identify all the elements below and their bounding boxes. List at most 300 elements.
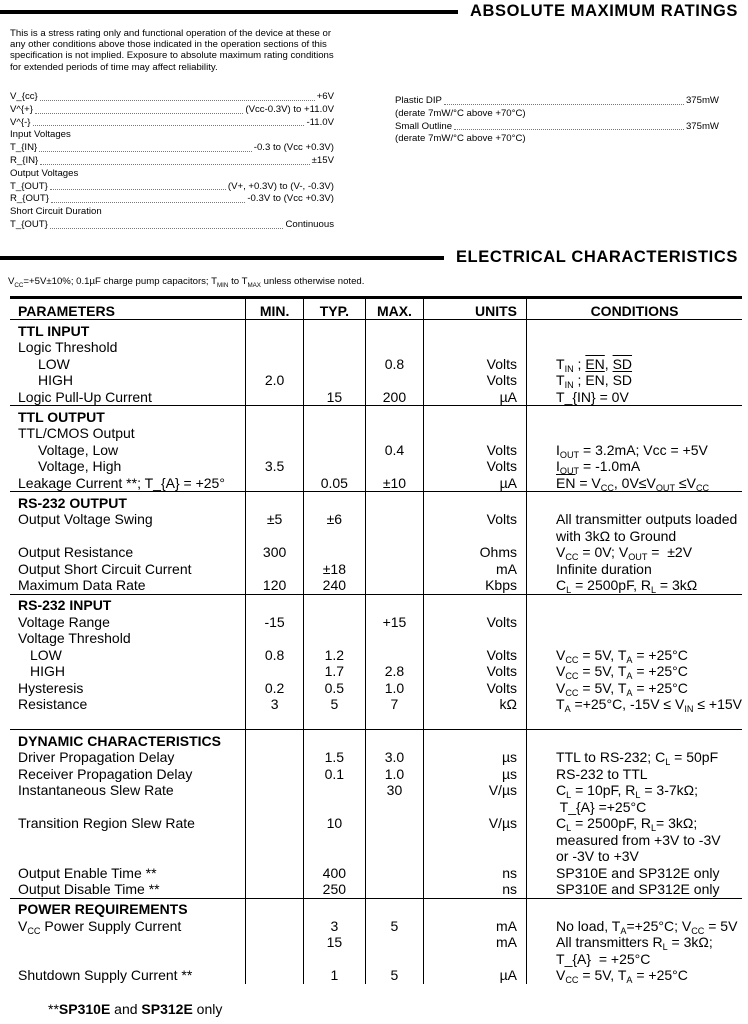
units: mA — [424, 561, 527, 578]
table-row — [10, 832, 742, 849]
units — [424, 713, 527, 730]
units: µA — [424, 475, 527, 492]
rating-item — [10, 142, 334, 155]
param-cell — [10, 951, 246, 968]
empty-cell — [424, 730, 527, 750]
conditions: $I_{OUT} = 3.2mA$; Vcc = +5V — [556, 441, 708, 460]
param-cell — [10, 967, 246, 984]
conditions: $C_L = 10pF$, $R_L = 3-7k\Omega$; — [556, 782, 699, 800]
conditions: $I_{OUT} = -1.0mA$ — [556, 458, 641, 476]
max-value: 0.8 — [365, 356, 424, 373]
overline-text: $\overline{EN}$ — [556, 474, 576, 491]
param-text: Output Voltage Swing — [18, 511, 153, 527]
min-value — [246, 561, 304, 578]
empty-cell — [304, 730, 365, 750]
param-cell — [10, 389, 246, 406]
typ-value: 1.2 — [304, 647, 365, 664]
table-row — [10, 782, 742, 799]
min-value — [246, 766, 304, 783]
rating-value: -0.3 to (Vcc +0.3V) — [253, 142, 334, 154]
empty-cell — [527, 492, 742, 512]
units: µs — [424, 766, 527, 783]
typ-value — [304, 848, 365, 865]
param-cell — [10, 577, 246, 594]
param-cell — [10, 713, 246, 730]
conditions: $T_A =+25^\circ C$, $-15V \le V_{IN} \le +15V$ — [556, 696, 742, 714]
rating-item — [10, 117, 334, 130]
conditions: SP310E and SP312E only — [556, 881, 720, 897]
abs-max-title: ABSOLUTE MAXIMUM RATINGS — [470, 2, 738, 20]
units: Volts — [424, 458, 527, 475]
param-cell — [10, 881, 246, 898]
typ-value: 240 — [304, 577, 365, 594]
typ-value — [304, 713, 365, 730]
typ-value: 0.5 — [304, 680, 365, 697]
typ-value — [304, 951, 365, 968]
units: µA — [424, 967, 527, 984]
empty-cell — [246, 320, 304, 340]
table-row — [10, 881, 742, 898]
abs-max-header — [0, 2, 738, 21]
max-value — [365, 848, 424, 865]
param-cell — [10, 680, 246, 697]
subscript: L — [662, 942, 668, 952]
param-text: Maximum Data Rate — [18, 577, 146, 593]
param-cell — [10, 442, 246, 459]
empty-cell — [246, 406, 304, 426]
param-text: Driver Propagation Delay — [18, 749, 175, 765]
typ-value — [304, 630, 365, 647]
conditions: T_{A} = +25°C — [556, 950, 651, 967]
table-row — [10, 647, 742, 664]
param-text: Voltage, High — [38, 458, 122, 474]
min-value — [246, 951, 304, 968]
conditions: Infinite duration — [556, 560, 652, 577]
max-value — [365, 528, 424, 545]
subscript: A — [626, 687, 633, 698]
units — [424, 951, 527, 968]
empty-cell — [424, 898, 527, 918]
min-value: 2.0 — [246, 372, 304, 389]
electrical-characteristics-table — [10, 296, 742, 984]
empty-cell — [527, 594, 742, 614]
subscript: CC — [600, 482, 614, 493]
rating-item — [10, 91, 334, 104]
rating-heading: Short Circuit Duration — [10, 206, 102, 218]
empty-cell — [424, 492, 527, 512]
conditions — [527, 425, 742, 442]
param-text: Output Disable Time ** — [18, 881, 160, 897]
conditions: SP310E and SP312E only — [556, 864, 720, 881]
min-value — [246, 865, 304, 882]
conditions: measured from +3V to -3V — [556, 831, 721, 848]
empty-cell — [304, 406, 365, 426]
empty-cell — [424, 594, 527, 614]
table-row — [10, 577, 742, 594]
conditions: $V_{CC} = 0V$; $V_{OUT} = \pm 2V$ — [556, 544, 693, 562]
param-cell — [10, 339, 246, 356]
max-value: 5 — [365, 918, 424, 935]
footnote-part: SP312E — [141, 1001, 193, 1017]
rating-value: 375mW — [685, 95, 719, 106]
max-value — [365, 561, 424, 578]
section-title-row — [10, 730, 742, 750]
max-value — [365, 832, 424, 849]
table-row — [10, 918, 742, 935]
abs-max-left-list — [10, 91, 334, 232]
rating-value: Continuous — [285, 218, 334, 230]
param-cell — [10, 425, 246, 442]
conditions: $C_L = 2500pF$, $R_L= 3k\Omega$; — [556, 815, 698, 833]
typ-value — [304, 782, 365, 799]
abs-max-right-list — [395, 95, 719, 146]
param-cell — [10, 832, 246, 849]
table-row — [10, 934, 742, 951]
param-text: Voltage Threshold — [18, 630, 131, 646]
units: Volts — [424, 356, 527, 373]
subscript: CC — [695, 482, 710, 493]
min-value: 300 — [246, 544, 304, 561]
empty-cell — [424, 320, 527, 340]
conditions: $T_{IN}$ ; $\overline{EN}$, $\overline{SD}$ — [556, 355, 633, 374]
rating-label: V_{cc} — [10, 91, 38, 102]
dot-leader — [39, 151, 252, 152]
units: kΩ — [424, 696, 527, 713]
param-text: LOW — [30, 646, 62, 663]
col-conditions: CONDITIONS — [527, 298, 742, 320]
max-value — [365, 511, 424, 528]
subscript: CC — [14, 282, 24, 289]
min-value — [246, 934, 304, 951]
overline-text: $\overline{EN}$ — [585, 372, 605, 388]
max-value — [365, 544, 424, 561]
conditions: $V_{CC} = 5V$, $T_A = +25^\circ C$ — [556, 967, 688, 985]
min-value — [246, 663, 304, 680]
conditions — [527, 339, 742, 356]
conditions: All transmitters $R_L = 3k\Omega$; — [556, 934, 713, 952]
test-conditions-note: $V_{CC}=+5V\pm 10\%$; 0.1µF charge pump capacitors; $T_{MIN}$ to $T_{MAX}$ unless otherwise noted. — [8, 276, 365, 289]
units: ns — [424, 865, 527, 882]
subscript: L — [665, 757, 671, 767]
max-value: 1.0 — [365, 680, 424, 697]
max-value: 200 — [365, 389, 424, 406]
units — [424, 832, 527, 849]
conditions: No load, $T_A=+25^\circ C$; $V_{CC} = 5V$ — [556, 917, 738, 936]
rating-item — [395, 95, 719, 108]
rating-value: ±15V — [311, 154, 334, 166]
max-value: ±10 — [365, 475, 424, 492]
typ-value — [304, 458, 365, 475]
min-value — [246, 881, 304, 898]
param-text: Instantaneous Slew Rate — [18, 782, 174, 798]
units: Kbps — [424, 577, 527, 594]
max-value — [365, 713, 424, 730]
section-title: DYNAMIC CHARACTERISTICS — [10, 730, 246, 750]
overline-text: $\overline{SD}$ — [612, 355, 633, 372]
empty-cell — [365, 898, 424, 918]
rating-label: Plastic DIP — [395, 95, 442, 106]
table-row — [10, 766, 742, 783]
footnote — [48, 1001, 222, 1017]
rating-item — [10, 219, 334, 232]
conditions: All transmitter outputs loaded — [556, 511, 738, 527]
param-text: HIGH — [38, 372, 73, 388]
max-value: 5 — [365, 967, 424, 984]
subscript: A — [626, 975, 633, 985]
max-value: 0.4 — [365, 442, 424, 459]
param-text: Receiver Propagation Delay — [18, 765, 193, 782]
section-title: TTL OUTPUT — [10, 406, 246, 426]
conditions: $V_{CC} = 5V$, $T_A = +25^\circ C$ — [556, 663, 688, 681]
rating-heading: (derate 7mW/°C above +70°C) — [395, 133, 526, 145]
param-cell — [10, 614, 246, 631]
rating-heading: (derate 7mW/°C above +70°C) — [395, 107, 526, 119]
min-value — [246, 815, 304, 832]
typ-value — [304, 372, 365, 389]
min-value: ±5 — [246, 511, 304, 528]
empty-cell — [246, 492, 304, 512]
param-cell — [10, 647, 246, 664]
min-value — [246, 389, 304, 406]
subscript: CC — [27, 925, 41, 936]
dot-leader — [33, 125, 305, 126]
rating-label: V^{+} — [10, 103, 33, 115]
min-value — [246, 713, 304, 730]
max-value — [365, 630, 424, 647]
max-value — [365, 458, 424, 475]
conditions: T_{IN} = 0V — [556, 388, 629, 405]
rating-item — [10, 104, 334, 117]
subscript: A — [620, 925, 627, 936]
dot-leader — [51, 202, 245, 203]
param-cell — [10, 561, 246, 578]
typ-value — [304, 799, 365, 816]
section-title-row — [10, 320, 742, 340]
min-value: 3 — [246, 696, 304, 713]
param-text: $V_{CC}$ Power Supply Current — [18, 917, 182, 936]
rating-label: Small Outline — [395, 120, 453, 132]
col-units: UNITS — [424, 298, 527, 320]
min-value: -15 — [246, 614, 304, 631]
typ-value: 15 — [304, 934, 365, 951]
rating-label: T_{OUT} — [10, 218, 48, 230]
max-value: 2.8 — [365, 663, 424, 680]
min-value — [246, 799, 304, 816]
empty-cell — [365, 320, 424, 340]
units — [424, 848, 527, 865]
typ-value: 3 — [304, 918, 365, 935]
max-value — [365, 951, 424, 968]
table-row — [10, 458, 742, 475]
empty-cell — [527, 730, 742, 750]
param-text: Output Enable Time ** — [18, 864, 157, 881]
table-row — [10, 848, 742, 865]
table-row — [10, 696, 742, 713]
min-value — [246, 749, 304, 766]
conditions — [527, 630, 742, 647]
typ-value: ±18 — [304, 561, 365, 578]
subscript: A — [626, 654, 633, 665]
rating-item — [10, 155, 334, 168]
empty-cell — [527, 406, 742, 426]
typ-value: 250 — [304, 881, 365, 898]
param-text: LOW — [38, 355, 70, 372]
dot-leader — [50, 228, 284, 229]
typ-value — [304, 442, 365, 459]
conditions: or -3V to +3V — [556, 848, 639, 864]
typ-value: 15 — [304, 389, 365, 406]
section-title-row — [10, 406, 742, 426]
subscript: A — [626, 671, 633, 681]
param-cell — [10, 865, 246, 882]
max-value — [365, 881, 424, 898]
table-row — [10, 528, 742, 545]
empty-cell — [304, 492, 365, 512]
min-value: 3.5 — [246, 458, 304, 475]
rating-item — [395, 121, 719, 134]
section-title: RS-232 OUTPUT — [10, 492, 246, 512]
min-value: 0.2 — [246, 680, 304, 697]
subscript: IN — [564, 363, 574, 374]
elec-header — [0, 248, 738, 267]
rating-label: R_{OUT} — [10, 193, 49, 205]
min-value: 0.8 — [246, 647, 304, 664]
conditions — [527, 614, 742, 631]
table-row — [10, 475, 742, 492]
units — [424, 630, 527, 647]
param-cell — [10, 749, 246, 766]
min-value — [246, 339, 304, 356]
subscript: MAX — [247, 282, 261, 289]
subscript: CC — [565, 671, 579, 681]
param-text: Voltage, Low — [38, 441, 119, 458]
param-text: Voltage Range — [18, 613, 110, 630]
col-parameters: PARAMETERS — [10, 298, 246, 320]
units: mA — [424, 934, 527, 951]
units: Volts — [424, 511, 527, 528]
typ-value — [304, 356, 365, 373]
param-cell — [10, 663, 246, 680]
rating-value: -11.0V — [306, 116, 334, 128]
subscript: CC — [565, 552, 579, 562]
header-rule — [0, 256, 444, 260]
subscript: OUT — [628, 552, 648, 562]
conditions: $T_{IN}$ ; $\overline{EN}$, $\overline{SD}$ — [556, 372, 633, 390]
min-value — [246, 356, 304, 373]
max-value — [365, 372, 424, 389]
param-text: Hysteresis — [18, 679, 84, 696]
param-text: Output Resistance — [18, 544, 134, 560]
typ-value — [304, 528, 365, 545]
empty-cell — [304, 320, 365, 340]
conditions: RS-232 to TTL — [556, 765, 648, 782]
subscript: L — [566, 790, 572, 800]
units — [424, 799, 527, 816]
typ-value: 5 — [304, 696, 365, 713]
units — [424, 528, 527, 545]
units: Volts — [424, 614, 527, 631]
typ-value: 0.1 — [304, 766, 365, 783]
conditions: $C_L = 2500pF$, $R_L = 3k\Omega$ — [556, 577, 698, 595]
empty-cell — [365, 492, 424, 512]
dot-leader — [35, 113, 243, 114]
subscript: L — [566, 823, 572, 833]
dot-leader — [40, 100, 315, 101]
param-cell — [10, 356, 246, 373]
min-value — [246, 475, 304, 492]
max-value — [365, 799, 424, 816]
param-cell — [10, 848, 246, 865]
table-header-row — [10, 298, 742, 320]
empty-cell — [527, 320, 742, 340]
rating-value: 375mW — [685, 120, 719, 132]
typ-value — [304, 544, 365, 561]
footnote-part: SP310E — [58, 1001, 111, 1017]
subscript: CC — [565, 975, 579, 985]
table-row — [10, 389, 742, 406]
typ-value — [304, 339, 365, 356]
param-text: Logic Threshold — [18, 339, 118, 355]
typ-value: 0.05 — [304, 475, 365, 492]
units — [424, 425, 527, 442]
max-value — [365, 865, 424, 882]
table-row — [10, 561, 742, 578]
col-min: MIN. — [246, 298, 304, 320]
overline-text: $\overline{SD}$ — [612, 372, 633, 388]
section-title: RS-232 INPUT — [10, 594, 246, 614]
param-cell — [10, 630, 246, 647]
conditions: with 3kΩ to Ground — [556, 527, 677, 544]
param-cell — [10, 766, 246, 783]
units: Volts — [424, 372, 527, 389]
footnote-text: and — [110, 1001, 142, 1017]
subscript: MIN — [216, 282, 229, 289]
min-value — [246, 425, 304, 442]
param-text: HIGH — [30, 663, 65, 679]
min-value — [246, 967, 304, 984]
table-row — [10, 951, 742, 968]
units: Volts — [424, 442, 527, 459]
table-row — [10, 339, 742, 356]
table-row — [10, 865, 742, 882]
empty-cell — [424, 406, 527, 426]
rating-value: (V+, +0.3V) to (V-, -0.3V) — [227, 180, 334, 192]
param-cell — [10, 475, 246, 492]
max-value: 3.0 — [365, 749, 424, 766]
typ-value — [304, 832, 365, 849]
subscript: OUT — [655, 482, 676, 493]
empty-cell — [304, 898, 365, 918]
overline-text: $\overline{EN}$ — [585, 355, 605, 372]
dot-leader — [50, 189, 226, 190]
subscript: CC — [691, 925, 705, 936]
typ-value: 1 — [304, 967, 365, 984]
table-row — [10, 544, 742, 561]
max-value — [365, 934, 424, 951]
max-value: 30 — [365, 782, 424, 799]
table-row — [10, 680, 742, 697]
param-text: TTL/CMOS Output — [18, 425, 135, 441]
table-row — [10, 511, 742, 528]
disclaimer: This is a stress rating only and functional operation of the device at these or any other conditions above those indicated in the operation sections of this specification is not implied. Exposure to absolute maximum rating conditions for extended periods of time may affect reliability. — [10, 28, 334, 73]
max-value — [365, 577, 424, 594]
subscript: L — [650, 585, 657, 595]
param-text: Output Short Circuit Current — [18, 560, 192, 577]
col-typ: TYP. — [304, 298, 365, 320]
min-value — [246, 442, 304, 459]
rating-label: V^{-} — [10, 116, 31, 128]
header-rule — [0, 10, 458, 14]
